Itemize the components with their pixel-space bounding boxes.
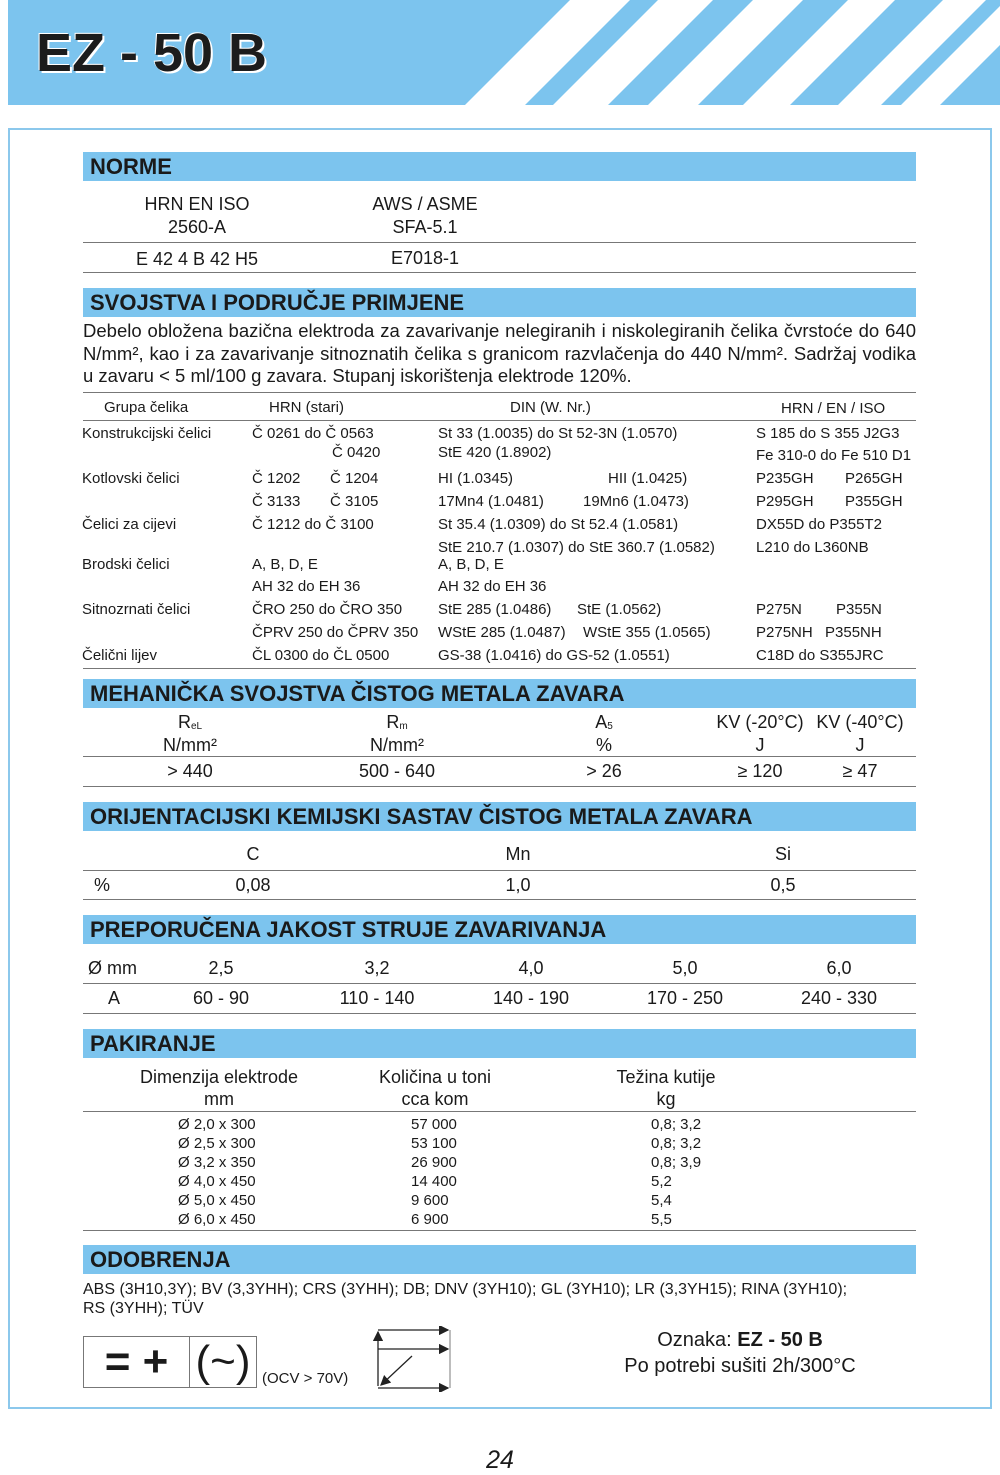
diameter-value: 3,2 (364, 958, 390, 978)
designation-value: EZ - 50 B (737, 1329, 823, 1351)
packaging-cell: Ø 5,0 x 450 (178, 1192, 256, 1209)
steel-cell: P275NH (756, 624, 813, 641)
divider (83, 870, 916, 871)
current-range: 110 - 140 (339, 988, 415, 1008)
diameter-value: 2,5 (208, 958, 234, 978)
steel-cell: Čelični lijev (82, 647, 158, 664)
steel-cell: 19Mn6 (1.0473) (583, 493, 689, 510)
mech-unit: N/mm² (370, 735, 424, 755)
section-heading-norme: NORME (83, 152, 916, 181)
current-label: A (107, 988, 121, 1008)
section-heading-struja: PREPORUČENA JAKOST STRUJE ZAVARIVANJA (83, 915, 916, 944)
diameter-label: Ø mm (88, 958, 137, 978)
mech-unit: % (595, 735, 613, 755)
mech-symbol: KV (-20°C) (716, 712, 804, 732)
packaging-header: Dimenzija elektrode (139, 1067, 299, 1087)
steel-cell: HII (1.0425) (608, 470, 688, 487)
mech-symbol: R (177, 712, 191, 732)
packaging-cell: 14 400 (411, 1173, 457, 1190)
steel-cell: HI (1.0345) (438, 470, 514, 487)
steel-cell: StE 285 (1.0486) (438, 601, 552, 618)
mech-value: ≥ 47 (842, 761, 878, 781)
current-range: 240 - 330 (800, 988, 878, 1008)
divider (83, 242, 916, 243)
packaging-header-unit: kg (656, 1089, 676, 1109)
divider (83, 899, 916, 900)
ocv-note: (OCV > 70V) (262, 1370, 349, 1387)
section-heading-svojstva: SVOJSTVA I PODRUČJE PRIMJENE (83, 288, 916, 317)
norme-value-1: E 42 4 B 42 H5 (135, 249, 259, 269)
chem-element: C (246, 844, 260, 864)
mech-subscript: 5 (607, 721, 613, 732)
norme-standard-2: AWS / ASME (372, 194, 478, 214)
section-heading-pakiranje: PAKIRANJE (83, 1029, 916, 1058)
packaging-cell: 6 900 (411, 1211, 449, 1228)
packaging-cell: 53 100 (411, 1135, 457, 1152)
mech-unit: J (755, 735, 765, 755)
mech-value: 500 - 640 (358, 761, 436, 781)
mech-symbol: R (386, 712, 400, 732)
divider (83, 668, 916, 669)
steel-cell: AH 32 do EH 36 (252, 578, 361, 595)
steel-cell: Fe 310-0 do Fe 510 D1 (756, 447, 912, 464)
steel-cell: StE 210.7 (1.0307) do StE 360.7 (1.0582) (438, 539, 715, 556)
current-range: 140 - 190 (492, 988, 570, 1008)
diameter-value: 5,0 (672, 958, 698, 978)
steel-cell: St 35.4 (1.0309) do St 52.4 (1.0581) (438, 516, 679, 533)
mech-unit: J (855, 735, 865, 755)
page-number: 24 (486, 1446, 514, 1474)
current-range: 60 - 90 (192, 988, 250, 1008)
dc-positive-icon: = + (84, 1337, 190, 1387)
steel-cell: Č 0420 (332, 444, 381, 461)
steel-header-din: DIN (W. Nr.) (510, 399, 591, 416)
drying-note: Po potrebi sušiti 2h/300°C (624, 1355, 856, 1377)
packaging-cell: Ø 4,0 x 450 (178, 1173, 256, 1190)
packaging-cell: Ø 2,5 x 300 (178, 1135, 256, 1152)
approvals-line-2: RS (3YHH); TÜV (83, 1300, 204, 1317)
steel-header-hrn: HRN (stari) (269, 399, 344, 416)
mech-property-symbol (716, 712, 803, 733)
steel-cell: GS-38 (1.0416) do GS-52 (1.0551) (438, 647, 670, 664)
steel-cell: Č 1212 do Č 3100 (252, 516, 374, 533)
norme-standard-2-sub: SFA-5.1 (392, 217, 458, 237)
packaging-cell: 5,2 (651, 1173, 672, 1190)
steel-cell: L210 do L360NB (756, 539, 869, 556)
steel-cell: P275N (756, 601, 802, 618)
section-heading-mehanicka: MEHANIČKA SVOJSTVA ČISTOG METALA ZAVARA (83, 679, 916, 708)
approvals-line-1: ABS (3H10,3Y); BV (3,3YHH); CRS (3YHH); DB; DNV (3YH10); GL (3YH10); LR (3,3YH15); RINA (3YH10); (83, 1281, 848, 1298)
chem-value: 0,08 (235, 875, 271, 895)
norme-standard-1: HRN EN ISO (144, 194, 250, 214)
chem-element: Mn (505, 844, 531, 864)
packaging-cell: 9 600 (411, 1192, 449, 1209)
mech-unit: N/mm² (163, 735, 217, 755)
diameter-value: 4,0 (518, 958, 544, 978)
packaging-cell: 0,8; 3,2 (651, 1116, 702, 1133)
steel-cell: Č 1204 (330, 470, 379, 487)
steel-cell: Konstrukcijski čelici (82, 425, 212, 442)
chem-value: 1,0 (505, 875, 531, 895)
mech-property-symbol (178, 712, 202, 733)
steel-cell: StE 420 (1.8902) (438, 444, 552, 461)
steel-cell: Sitnozrnati čelici (82, 601, 191, 618)
section-heading-odobrenja: ODOBRENJA (83, 1245, 916, 1274)
mech-subscript: eL (190, 721, 203, 732)
packaging-cell: 57 000 (411, 1116, 457, 1133)
steel-cell: AH 32 do EH 36 (438, 578, 547, 595)
welding-position-icon (372, 1326, 456, 1392)
packaging-header: Težina kutije (616, 1067, 716, 1087)
current-range: 170 - 250 (646, 988, 724, 1008)
steel-cell: DX55D do P355T2 (756, 516, 882, 533)
divider (83, 272, 916, 273)
chem-row-label: % (94, 875, 111, 895)
steel-cell: A, B, D, E (438, 556, 504, 573)
divider (83, 420, 916, 421)
mech-property-symbol (386, 712, 407, 733)
current-type-symbols (83, 1336, 257, 1388)
section-heading-kemijski: ORIJENTACIJSKI KEMIJSKI SASTAV ČISTOG METALA ZAVARA (83, 802, 916, 831)
mech-property-symbol (595, 712, 613, 733)
packaging-cell: 0,8; 3,2 (651, 1135, 702, 1152)
norme-standard-1-sub: 2560-A (167, 217, 227, 237)
steel-cell: Č 3105 (330, 493, 379, 510)
steel-cell: 17Mn4 (1.0481) (438, 493, 544, 510)
steel-cell: ČPRV 250 do ČPRV 350 (252, 624, 419, 641)
packaging-cell: Ø 2,0 x 300 (178, 1116, 256, 1133)
steel-cell: P295GH (756, 493, 814, 510)
steel-cell: A, B, D, E (252, 556, 318, 573)
chem-value: 0,5 (770, 875, 796, 895)
steel-header-group: Grupa čelika (104, 399, 189, 416)
ac-icon: (~) (195, 1337, 251, 1386)
steel-cell: Brodski čelici (82, 556, 170, 573)
steel-cell: St 33 (1.0035) do St 52-3N (1.0570) (438, 425, 678, 442)
mech-value: > 26 (586, 761, 622, 781)
divider (83, 1013, 916, 1014)
mech-symbol: KV (-40°C) (816, 712, 904, 732)
steel-cell: ČRO 250 do ČRO 350 (252, 601, 403, 618)
steel-cell: Čelici za cijevi (82, 516, 177, 533)
divider (83, 1230, 916, 1231)
divider (83, 1111, 916, 1112)
steel-cell: WStE 355 (1.0565) (583, 624, 711, 641)
packaging-cell: Ø 3,2 x 350 (178, 1154, 256, 1171)
steel-cell: P355N (836, 601, 882, 618)
steel-cell: Č 0261 do Č 0563 (252, 425, 374, 442)
chem-element: Si (774, 844, 792, 864)
packaging-header: Količina u toni (378, 1067, 492, 1087)
steel-cell: P235GH (756, 470, 814, 487)
steel-cell: P355GH (845, 493, 903, 510)
steel-cell: C18D do S355JRC (756, 647, 884, 664)
diameter-value: 6,0 (826, 958, 852, 978)
steel-cell: StE (1.0562) (577, 601, 662, 618)
steel-cell: ČL 0300 do ČL 0500 (252, 647, 390, 664)
steel-cell: Č 1202 (252, 470, 301, 487)
divider (83, 983, 916, 984)
mech-property-symbol (816, 712, 903, 733)
steel-cell: Kotlovski čelici (82, 470, 180, 487)
packaging-cell: Ø 6,0 x 450 (178, 1211, 256, 1228)
mech-symbol: A (595, 712, 608, 732)
header-band (8, 0, 1000, 105)
divider (83, 756, 916, 757)
steel-cell: Č 3133 (252, 493, 301, 510)
product-title: EZ - 50 B (36, 23, 268, 83)
steel-cell: WStE 285 (1.0487) (438, 624, 566, 641)
steel-cell: P265GH (845, 470, 903, 487)
packaging-cell: 26 900 (411, 1154, 457, 1171)
mech-subscript: m (399, 721, 408, 732)
steel-cell: S 185 do S 355 J2G3 (756, 425, 900, 442)
norme-value-2: E7018-1 (390, 248, 460, 268)
designation-label: Oznaka: (657, 1329, 738, 1351)
mech-value: ≥ 120 (737, 761, 783, 781)
divider (83, 392, 916, 393)
description-paragraph: Debelo obložena bazična elektroda za zavarivanje nelegiranih i niskolegiranih čelika čvrstoće do 640 N/mm², kao i za zavarivanje sitnoznatih čelika s granicom razvlačenja do 440 N/mm². Sadržaj vodika u zavaru < 5 ml/100 g zavara. Stupanj iskorištenja elektrode 120%. (83, 320, 916, 386)
packaging-cell: 5,4 (651, 1192, 672, 1209)
packaging-cell: 0,8; 3,9 (651, 1154, 702, 1171)
packaging-header-unit: cca kom (401, 1089, 469, 1109)
mech-value: > 440 (167, 761, 213, 781)
packaging-cell: 5,5 (651, 1211, 672, 1228)
divider (83, 786, 916, 787)
product-designation (657, 1329, 823, 1352)
steel-header-en: HRN / EN / ISO (781, 400, 886, 417)
packaging-header-unit: mm (204, 1089, 234, 1109)
steel-cell: P355NH (825, 624, 882, 641)
